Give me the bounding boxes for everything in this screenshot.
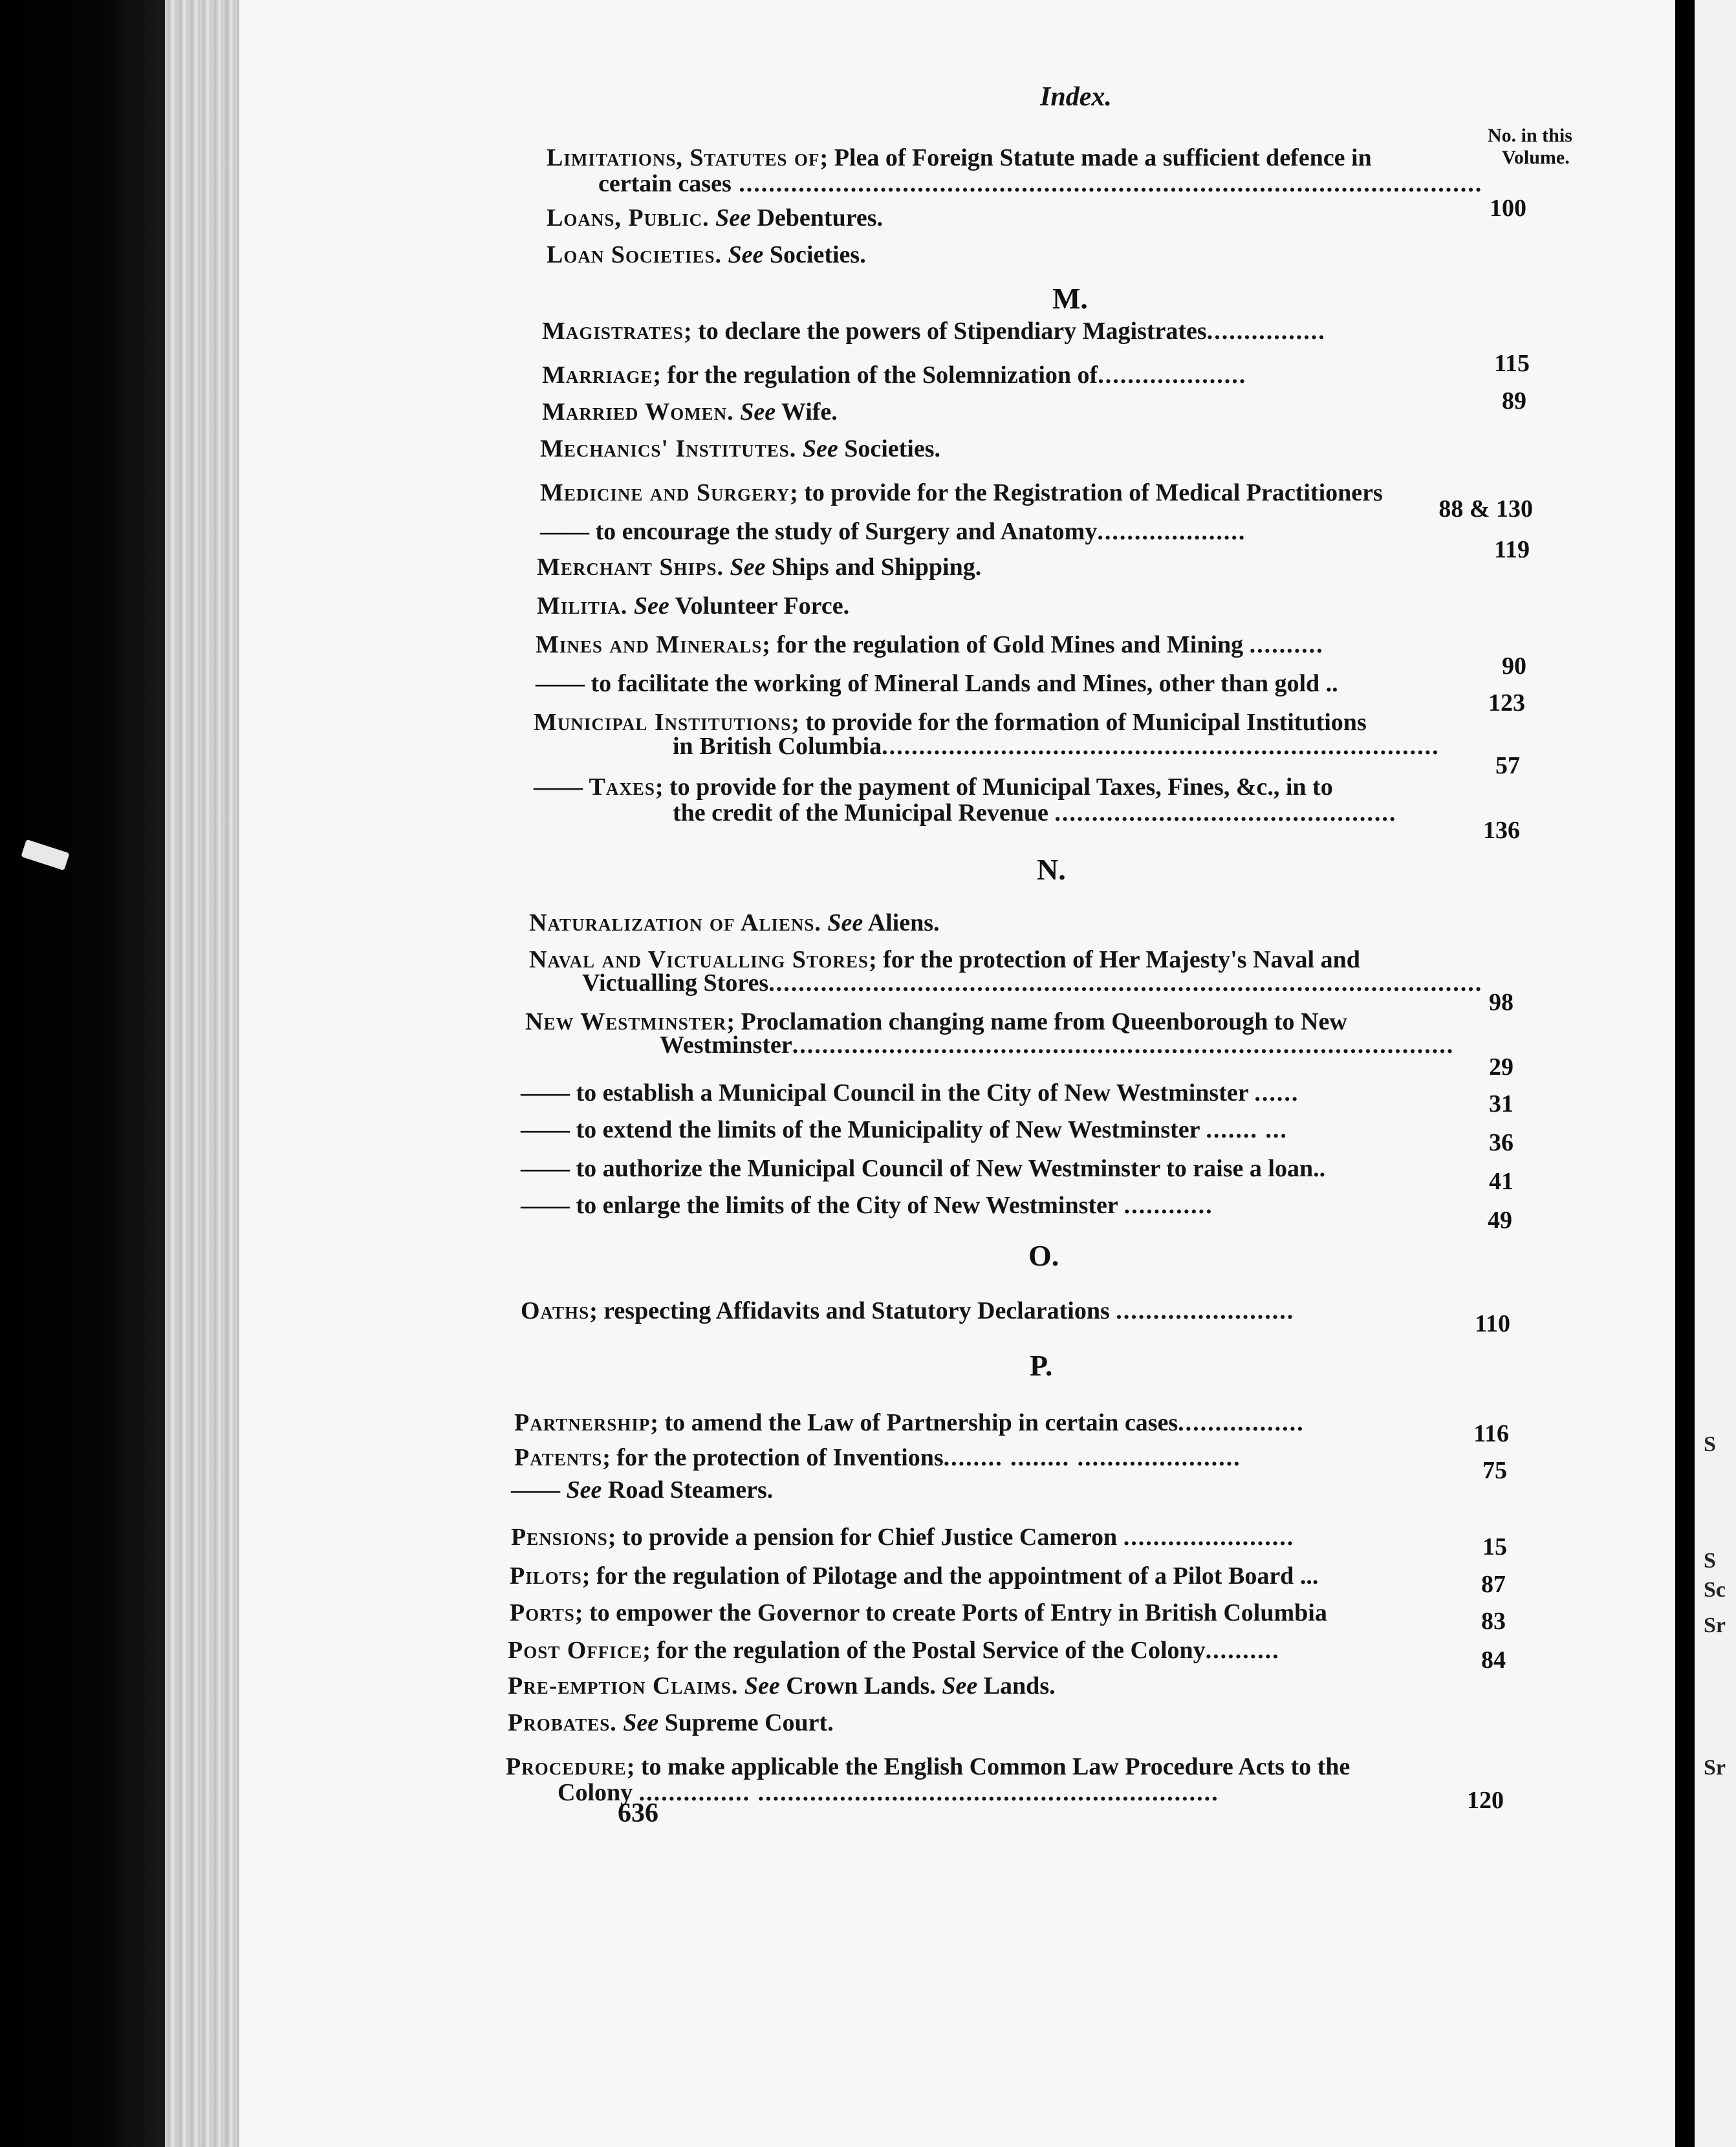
volume-number: 83 xyxy=(1481,1608,1506,1635)
index-entry-cont: certain cases .................................................................................................... xyxy=(598,170,1483,197)
index-entry: Partnership; to amend the Law of Partnership in certain cases................. xyxy=(514,1409,1305,1436)
index-entry: Mechanics' Institutes. See Societies. xyxy=(540,435,940,462)
volume-number: 87 xyxy=(1481,1571,1506,1598)
volume-number: 36 xyxy=(1489,1129,1514,1156)
index-entry: Loan Societies. See Societies. xyxy=(547,241,866,268)
facing-fragment: Sc xyxy=(1704,1578,1726,1602)
index-entry: Militia. See Volunteer Force. xyxy=(537,592,850,620)
index-entry: Mines and Minerals; for the regulation of Gold Mines and Mining .......... xyxy=(536,631,1324,658)
index-entry: Naturalization of Aliens. See Aliens. xyxy=(529,909,940,936)
page-number: 636 xyxy=(618,1798,658,1828)
gutter-shadow xyxy=(1675,0,1695,2147)
index-entry: Loans, Public. See Debentures. xyxy=(547,204,884,232)
volume-number: 84 xyxy=(1481,1646,1506,1674)
index-entry: —— to facilitate the working of Mineral Lands and Mines, other than gold .. xyxy=(536,670,1338,697)
index-entry: Magistrates; to declare the powers of Stipendiary Magistrates................ xyxy=(542,318,1326,345)
facing-fragment: S xyxy=(1704,1549,1716,1573)
volume-number: 136 xyxy=(1483,817,1520,844)
volume-number: 15 xyxy=(1482,1533,1507,1560)
section-letter: O. xyxy=(1028,1239,1059,1272)
page-edges xyxy=(165,0,239,2147)
index-entry: —— to establish a Municipal Council in the City of New Westminster ...... xyxy=(521,1079,1299,1106)
index-entry: Limitations, Statutes of; Plea of Foreign Statute made a sufficient defence in xyxy=(547,144,1372,171)
index-entry-cont: in British Columbia........................................................................... xyxy=(673,733,1440,760)
facing-page xyxy=(1695,0,1736,2147)
volume-number: 88 & 130 xyxy=(1438,495,1533,523)
index-entry-cont: Victualling Stores................................................................................................ xyxy=(582,969,1483,997)
index-entry: —— to encourage the study of Surgery and Anatomy.................... xyxy=(540,518,1246,545)
index-entry: —— to enlarge the limits of the City of New Westminster ............ xyxy=(521,1192,1213,1219)
index-entry: Naval and Victualling Stores; for the protection of Her Majesty's Naval and xyxy=(529,946,1360,973)
index-entry-cont: the credit of the Municipal Revenue .............................................. xyxy=(673,799,1397,826)
section-letter: P. xyxy=(1030,1349,1053,1382)
volume-number: 75 xyxy=(1482,1457,1507,1484)
index-entry: Procedure; to make applicable the English Common Law Procedure Acts to the xyxy=(506,1753,1351,1780)
index-entry-cont: Colony ............... .............................................................. xyxy=(558,1779,1219,1806)
volume-number: 119 xyxy=(1494,536,1530,563)
index-entry: Medicine and Surgery; to provide for the Registration of Medical Practitioners xyxy=(540,479,1383,506)
index-entry: Ports; to empower the Governor to create Ports of Entry in British Columbia xyxy=(510,1599,1327,1626)
facing-fragment: Sr xyxy=(1704,1756,1726,1780)
index-entry: Pilots; for the regulation of Pilotage and the appointment of a Pilot Board ... xyxy=(510,1562,1319,1590)
volume-number: 57 xyxy=(1495,752,1520,779)
volume-number: 115 xyxy=(1494,350,1530,377)
index-entry: Pensions; to provide a pension for Chief Justice Cameron ....................... xyxy=(511,1524,1295,1551)
index-entry: Municipal Institutions; to provide for the formation of Municipal Institutions xyxy=(534,709,1367,736)
index-entry: Merchant Ships. See Ships and Shipping. xyxy=(537,554,982,581)
index-entry: —— Taxes; to provide for the payment of Municipal Taxes, Fines, &c., in to xyxy=(534,773,1333,801)
index-entry: —— See Road Steamers. xyxy=(511,1476,774,1504)
index-entry: Post Office; for the regulation of the Postal Service of the Colony.......... xyxy=(508,1637,1280,1664)
volume-number: 89 xyxy=(1502,387,1526,415)
volume-number: 116 xyxy=(1473,1420,1509,1447)
index-entry: New Westminster; Proclamation changing name from Queenborough to New xyxy=(525,1008,1347,1035)
section-letter: N. xyxy=(1037,853,1066,886)
volume-number: 31 xyxy=(1489,1090,1514,1117)
index-entry: —— to authorize the Municipal Council of New Westminster to raise a loan.. xyxy=(521,1155,1326,1182)
index-entry: —— to extend the limits of the Municipality of New Westminster ....... ... xyxy=(521,1116,1288,1143)
facing-fragment: S xyxy=(1704,1432,1716,1456)
index-entry: Patents; for the protection of Inventions........ ........ ...................... xyxy=(514,1444,1241,1471)
index-entry: Probates. See Supreme Court. xyxy=(508,1709,834,1736)
volume-number: 49 xyxy=(1488,1207,1512,1234)
volume-number: 29 xyxy=(1489,1053,1514,1081)
facing-fragment: Sr xyxy=(1704,1613,1726,1637)
page-title: Index. xyxy=(1040,82,1112,112)
volume-number: 100 xyxy=(1490,195,1526,222)
volume-number: 110 xyxy=(1475,1310,1510,1337)
volume-number: 120 xyxy=(1467,1787,1504,1814)
volume-number: 123 xyxy=(1488,689,1525,717)
index-entry: Oaths; respecting Affidavits and Statutory Declarations ........................ xyxy=(521,1297,1295,1324)
index-entry: Pre-emption Claims. See Crown Lands. See Lands. xyxy=(508,1672,1056,1699)
index-entry: Marriage; for the regulation of the Solemnization of.................... xyxy=(542,361,1247,389)
volume-number: 90 xyxy=(1502,653,1526,680)
volume-number: 41 xyxy=(1489,1168,1514,1195)
book-spine xyxy=(0,0,165,2147)
volume-heading: No. in this xyxy=(1488,125,1572,146)
volume-heading: Volume. xyxy=(1502,147,1570,168)
index-entry: Married Women. See Wife. xyxy=(542,398,838,426)
index-entry-cont: Westminster......................................................................................... xyxy=(660,1031,1455,1059)
volume-number: 98 xyxy=(1489,989,1514,1016)
section-letter: M. xyxy=(1052,282,1088,315)
